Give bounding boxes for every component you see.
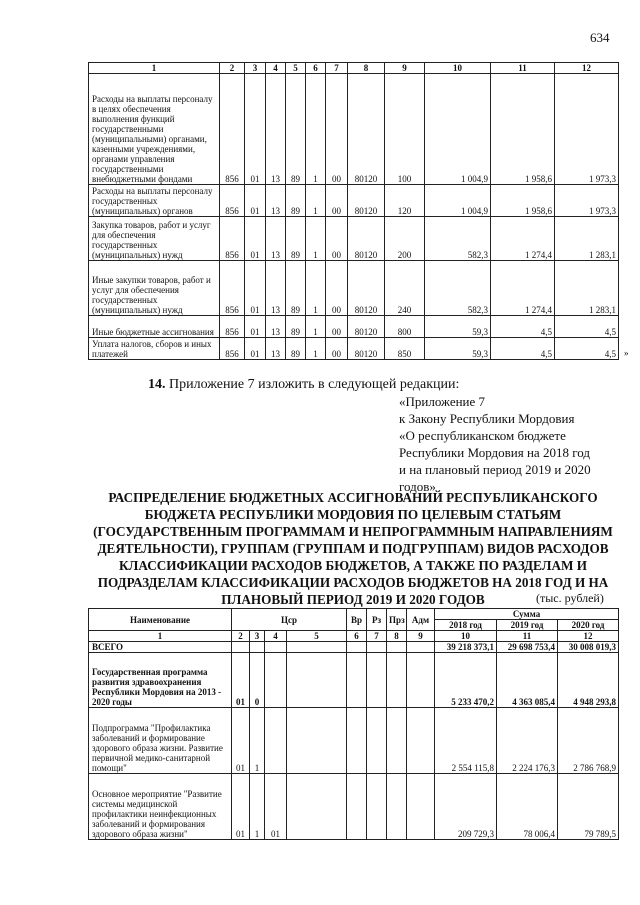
empty-cell [347, 774, 367, 840]
col-num: 6 [306, 63, 326, 74]
col-num: 4 [265, 631, 287, 642]
header-prz: Прз [387, 609, 407, 631]
amount-cell: 1 274,4 [491, 261, 555, 316]
cell: 00 [326, 185, 348, 217]
col-num: 5 [286, 63, 306, 74]
heading-line: ПОДРАЗДЕЛАМ КЛАССИФИКАЦИИ РАСХОДОВ БЮДЖЕТОВ НА 2018 ГОД И НА [97, 575, 609, 590]
col-num: 8 [348, 63, 385, 74]
amount-cell: 4,5 [555, 338, 619, 360]
row-description: Уплата налогов, сборов и иных платежей [89, 338, 220, 360]
cell: 1 [306, 217, 326, 261]
column-number-row [89, 631, 619, 642]
amount-cell: 5 233 470,2 [435, 653, 497, 708]
annex-line: «Приложение 7 [399, 394, 486, 409]
amount-cell: 1 283,1 [555, 261, 619, 316]
budget-table [88, 608, 619, 840]
amount-cell: 1 274,4 [491, 217, 555, 261]
row-description: Иные бюджетные ассигнования [89, 316, 220, 338]
row-description: Иные закупки товаров, работ и услуг для обеспечения государственных (муниципальных) нужд [89, 261, 220, 316]
amount-cell: 582,3 [425, 261, 491, 316]
col-num: 7 [367, 631, 387, 642]
header-vr: Вр [347, 609, 367, 631]
column-number-row [89, 63, 619, 74]
col-num: 11 [497, 631, 558, 642]
total-2018: 39 218 373,1 [435, 642, 497, 653]
col-num: 2 [232, 631, 250, 642]
cell: 00 [326, 261, 348, 316]
col-num: 7 [326, 63, 348, 74]
empty-cell [367, 642, 387, 653]
col-num: 8 [387, 631, 407, 642]
cell: 0 [250, 653, 265, 708]
amount-cell: 4 363 085,4 [497, 653, 558, 708]
cell: 00 [326, 74, 348, 185]
header-year-2019: 2019 год [497, 620, 558, 631]
table-row [89, 653, 619, 708]
cell: 89 [286, 261, 306, 316]
amount-cell: 2 224 176,3 [497, 708, 558, 774]
col-num: 12 [555, 63, 619, 74]
cell: 1 [306, 185, 326, 217]
annex-line: годов» [399, 479, 436, 494]
empty-cell [407, 642, 435, 653]
col-num: 9 [385, 63, 425, 74]
cell: 01 [232, 774, 250, 840]
amount-cell: 582,3 [425, 217, 491, 261]
cell: 800 [385, 316, 425, 338]
cell: 856 [220, 316, 245, 338]
empty-cell [265, 642, 287, 653]
cell: 1 [250, 774, 265, 840]
row-description: Основное мероприятие "Развитие системы медицинской профилактики неинфекционных заболеваний и формирования здорового образа жизни" [89, 774, 232, 840]
amount-cell: 4,5 [491, 316, 555, 338]
row-description: Расходы на выплаты персоналу государственных (муниципальных) органов [89, 185, 220, 217]
cell: 01 [265, 774, 287, 840]
amount-cell: 1 958,6 [491, 74, 555, 185]
empty-cell [347, 642, 367, 653]
cell: 89 [286, 74, 306, 185]
heading-line: КЛАССИФИКАЦИИ РАСХОДОВ БЮДЖЕТОВ, А ТАКЖЕ ПО РАЗДЕЛАМ И [118, 558, 588, 573]
table-row [89, 217, 619, 261]
cell [265, 653, 287, 708]
cell: 80120 [348, 185, 385, 217]
annex-reference [399, 393, 614, 495]
empty-cell [367, 774, 387, 840]
cell: 856 [220, 217, 245, 261]
empty-cell [407, 653, 435, 708]
cell: 01 [245, 316, 266, 338]
col-num: 1 [89, 63, 220, 74]
table-row [89, 708, 619, 774]
cell: 80120 [348, 74, 385, 185]
cell: 01 [245, 74, 266, 185]
amount-cell: 4,5 [491, 338, 555, 360]
empty-cell [367, 653, 387, 708]
amount-cell: 1 004,9 [425, 185, 491, 217]
amount-cell: 59,3 [425, 338, 491, 360]
cell: 856 [220, 261, 245, 316]
header-row [89, 609, 619, 620]
cell: 89 [286, 185, 306, 217]
cell: 01 [245, 217, 266, 261]
cell: 100 [385, 74, 425, 185]
cell: 80120 [348, 261, 385, 316]
amount-cell: 1 283,1 [555, 217, 619, 261]
header-year-2020: 2020 год [558, 620, 619, 631]
cell: 1 [306, 261, 326, 316]
cell: 89 [286, 338, 306, 360]
cell: 120 [385, 185, 425, 217]
units-label: (тыс. рублей) [536, 591, 604, 605]
header-name: Наименование [89, 609, 232, 631]
col-num: 1 [89, 631, 232, 642]
annex-line: «О республиканском бюджете [399, 428, 566, 443]
heading-line: ДЕЯТЕЛЬНОСТИ), ГРУППАМ (ГРУППАМ И ПОДГРУППАМ) ВИДОВ РАСХОДОВ [97, 541, 609, 556]
empty-cell [347, 653, 367, 708]
paragraph-text: Приложение 7 изложить в следующей редакции: [169, 377, 460, 392]
cell: 00 [326, 316, 348, 338]
col-num: 11 [491, 63, 555, 74]
cell: 01 [232, 653, 250, 708]
cell: 89 [286, 316, 306, 338]
cell: 856 [220, 185, 245, 217]
amount-cell: 4 948 293,8 [558, 653, 619, 708]
amount-cell: 2 554 115,8 [435, 708, 497, 774]
amount-cell: 1 973,3 [555, 74, 619, 185]
cell: 13 [266, 217, 286, 261]
cell: 13 [266, 261, 286, 316]
col-num: 2 [220, 63, 245, 74]
empty-cell [347, 708, 367, 774]
amount-cell: 1 958,6 [491, 185, 555, 217]
cell: 00 [326, 338, 348, 360]
cell: 80120 [348, 338, 385, 360]
empty-cell [407, 708, 435, 774]
col-num: 9 [407, 631, 435, 642]
cell: 01 [245, 261, 266, 316]
amendment-paragraph [148, 377, 459, 393]
annex-line: к Закону Республики Мордовия [399, 411, 575, 426]
continued-table [88, 62, 619, 360]
col-num: 3 [245, 63, 266, 74]
col-num: 5 [287, 631, 347, 642]
cell: 13 [266, 338, 286, 360]
cell: 89 [286, 217, 306, 261]
amount-cell: 2 786 768,9 [558, 708, 619, 774]
cell: 13 [266, 316, 286, 338]
total-2019: 29 698 753,4 [497, 642, 558, 653]
header-adm: Адм [407, 609, 435, 631]
cell: 13 [266, 74, 286, 185]
amount-cell: 1 973,3 [555, 185, 619, 217]
row-description: Государственная программа развития здравоохранения Республики Мордовия на 2013 - 2020 годы [89, 653, 232, 708]
cell: 01 [245, 338, 266, 360]
cell: 240 [385, 261, 425, 316]
cell: 80120 [348, 316, 385, 338]
heading-line: ПЛАНОВЫЙ ПЕРИОД 2019 И 2020 ГОДОВ [221, 592, 485, 607]
table-row [89, 338, 619, 360]
table-row [89, 774, 619, 840]
col-num: 10 [425, 63, 491, 74]
row-description: Закупка товаров, работ и услуг для обеспечения государственных (муниципальных) нужд [89, 217, 220, 261]
cell: 80120 [348, 217, 385, 261]
total-label: ВСЕГО [89, 642, 232, 653]
empty-cell [407, 774, 435, 840]
amount-cell: 4,5 [555, 316, 619, 338]
cell: 856 [220, 74, 245, 185]
header-csr: Цср [232, 609, 347, 631]
cell: 856 [220, 338, 245, 360]
cell: 1 [306, 338, 326, 360]
row-description: Подпрограмма "Профилактика заболеваний и формирование здорового образа жизни. Развитие первичной медико-санитарной помощи" [89, 708, 232, 774]
empty-cell [287, 653, 347, 708]
cell: 1 [306, 316, 326, 338]
amount-cell: 1 004,9 [425, 74, 491, 185]
cell [265, 708, 287, 774]
annex-line: Республики Мордовия на 2018 год [399, 445, 590, 460]
empty-cell [250, 642, 265, 653]
empty-cell [287, 708, 347, 774]
amount-cell: 79 789,5 [558, 774, 619, 840]
page-number: 634 [590, 30, 610, 45]
empty-cell [387, 653, 407, 708]
cell: 1 [250, 708, 265, 774]
empty-cell [387, 774, 407, 840]
cell: 13 [266, 185, 286, 217]
col-num: 6 [347, 631, 367, 642]
cell: 01 [245, 185, 266, 217]
header-sum: Сумма [435, 609, 619, 620]
cell: 1 [306, 74, 326, 185]
empty-cell [287, 774, 347, 840]
annex-line: и на плановый период 2019 и 2020 [399, 462, 591, 477]
empty-cell [387, 642, 407, 653]
amount-cell: 209 729,3 [435, 774, 497, 840]
heading-line: БЮДЖЕТА РЕСПУБЛИКИ МОРДОВИЯ ПО ЦЕЛЕВЫМ СТАТЬЯМ [144, 507, 562, 522]
table-row [89, 74, 619, 185]
total-row [89, 642, 619, 653]
empty-cell [367, 708, 387, 774]
total-2020: 30 008 019,3 [558, 642, 619, 653]
header-rz: Рз [367, 609, 387, 631]
cell: 850 [385, 338, 425, 360]
paragraph-number: 14. [148, 377, 166, 392]
cell: 01 [232, 708, 250, 774]
col-num: 3 [250, 631, 265, 642]
col-num: 12 [558, 631, 619, 642]
col-num: 10 [435, 631, 497, 642]
heading-line: РАСПРЕДЕЛЕНИЕ БЮДЖЕТНЫХ АССИГНОВАНИЙ РЕСПУБЛИКАНСКОГО [108, 490, 598, 505]
cell: 200 [385, 217, 425, 261]
amount-cell: 78 006,4 [497, 774, 558, 840]
table-row [89, 261, 619, 316]
cell: 00 [326, 217, 348, 261]
col-num: 4 [266, 63, 286, 74]
empty-cell [287, 642, 347, 653]
table-row [89, 185, 619, 217]
header-year-2018: 2018 год [435, 620, 497, 631]
amount-cell: 59,3 [425, 316, 491, 338]
empty-cell [387, 708, 407, 774]
table-row [89, 316, 619, 338]
empty-cell [232, 642, 250, 653]
row-description: Расходы на выплаты персоналу в целях обеспечения выполнения функций государственными (муниципальными) органами, казенными учреждениями, органами управления государственными внебюджетными фондами [89, 74, 220, 185]
closing-quote-mark: » [624, 348, 629, 358]
heading-line: (ГОСУДАРСТВЕННЫМ ПРОГРАММАМ И НЕПРОГРАММНЫМ НАПРАВЛЕНИЯМ [93, 524, 613, 539]
